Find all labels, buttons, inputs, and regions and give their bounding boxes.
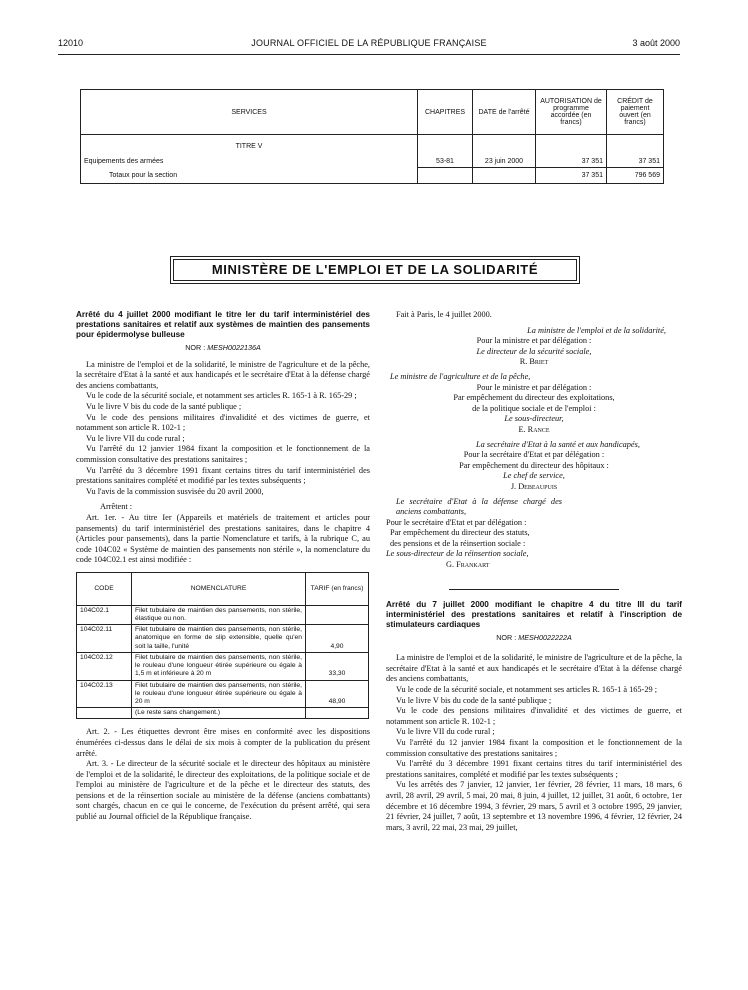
preamble-paragraph: Vu le code de la sécurité sociale, et notamment ses articles R. 165-1 à R. 165-29 ; (86, 391, 357, 401)
row-date (473, 167, 536, 184)
services-col-header: SERVICES (81, 90, 418, 135)
signature-line: Pour la secrétaire d'Etat et par délégation : (463, 450, 605, 460)
page-number: 12010 (58, 38, 84, 48)
preamble-paragraph: Vu le livre VII du code rural ; (396, 727, 495, 737)
article-1: Art. 1er. - Au titre Ier (Appareils et matériels de traitement et articles pour pansements) du tarif interministériel des prestations sanitaires, dans le chapitre 4 (Articles pour pansements), dans la partie Nomenclature et tarifs, à la rubrique C, au code 104C02 « Système de maintien des pansements non stérile », la nomenclature du code 104C02.1 est ainsi modifiée : (76, 512, 370, 565)
signature-line: Le sous-directeur de la réinsertion sociale, (386, 549, 529, 559)
signature-role: La secrétaire d'Etat à la santé et aux handicapés, (476, 439, 640, 449)
row-autorisation: 37 351 (536, 135, 607, 168)
row-chapitre: 53-81 (418, 135, 473, 168)
ministry-title: MINISTÈRE DE L'EMPLOI ET DE LA SOLIDARITÉ (173, 259, 577, 281)
nom-text: Filet tubulaire de maintien des pansements, non stérile, le rouleau d'une longueur étirée supérieure ou égale à 1,5 m et inférieure à 20 m (132, 652, 306, 680)
row-autorisation: 37 351 (536, 167, 607, 184)
preamble-paragraph: Vu le code des pensions militaires d'invalidité et des victimes de guerre, et notamment son article R. 102-1 ; (386, 706, 682, 726)
nom-tarif (306, 708, 369, 719)
autorisation-col-header: AUTORISATION de programme accordée (en francs) (536, 90, 607, 135)
signature-line: Pour le ministre et par délégation : (476, 382, 592, 392)
signature-line: Par empêchement du directeur des statuts, (390, 528, 530, 538)
nom-code: 104C02.13 (77, 680, 132, 708)
preamble-paragraph: Vu l'arrêté du 3 décembre 1991 fixant certains titres du tarif interministériel des prestations sanitaires, complété et modifié par les textes subséquents ; (386, 759, 682, 779)
signature-line: de la politique sociale et de l'emploi : (472, 403, 596, 413)
preamble-paragraph: La ministre de l'emploi et de la solidarité, le ministre de l'agriculture et de la pêche, la secrétaire d'Etat à la santé et aux handicapés et le secrétaire d'Etat à la défense chargé des anciens combattants, (386, 653, 682, 684)
signatory-name: G. Frankart (446, 560, 490, 570)
article-3: Art. 3. - Le directeur de la sécurité sociale et le directeur des hôpitaux au ministère de l'emploi et de la solidarité, le directeur des exploitations, de la politique sociale et de l'emploi au ministère de l'agriculture et de la pêche et le directeur des statuts, des pensions et de la réinsertion sociale au ministère de la défense (anciens combattants) sont chargés, chacun en ce qui le concerne, de l'exécution du présent arrêté, qui sera publié au Journal officiel de la République française. (76, 759, 370, 822)
signatory-name: R. Briet (519, 357, 549, 367)
preamble-paragraph: Vu l'arrêté du 12 janvier 1984 fixant la composition et le fonctionnement de la commission consultative des prestations sanitaires ; (386, 738, 682, 758)
signature-role: La ministre de l'emploi et de la solidarité, (527, 325, 666, 335)
nom-tarif (306, 605, 369, 624)
nom-text: Filet tubulaire de maintien des pansements, non stérile, anatomique en forme de slip extensible, quelle qu'en soit la taille, l'unité (132, 625, 306, 653)
preamble-paragraph: Vu l'arrêté du 3 décembre 1991 fixant certains titres du tarif interministériel des prestations sanitaires complété et modifié par les textes subséquents ; (76, 465, 370, 486)
row-label: Equipements des armées (84, 158, 164, 165)
right-column (386, 310, 682, 833)
table-row (77, 605, 369, 624)
signatory-name: J. Debeaupuis (510, 481, 558, 491)
services-table (80, 89, 664, 184)
preamble-paragraph: Vu le code des pensions militaires d'invalidité et des victimes de guerre, et notamment son article R. 102-1 ; (76, 412, 370, 433)
table-row (81, 167, 664, 184)
signature-role: Le ministre de l'agriculture et de la pêche, (390, 371, 531, 381)
date-col-header: DATE de l'arrêté (473, 90, 536, 135)
preamble-paragraph: Vu le livre V bis du code de la santé publique ; (86, 401, 242, 411)
preamble-paragraph: Vu le code de la sécurité sociale, et notamment ses articles R. 165-1 à 165-29 ; (396, 685, 657, 695)
signature-role: Le secrétaire d'Etat à la défense chargé des anciens combattants, (396, 496, 562, 517)
signature-block (386, 497, 682, 571)
table-row (77, 708, 369, 719)
nomenclature-table (76, 572, 369, 719)
signature-line: Par empêchement du directeur des exploitations, (453, 393, 615, 403)
nom-text: (Le reste sans changement.) (132, 708, 306, 719)
row-date: 23 juin 2000 (473, 135, 536, 168)
signature-line: Pour la ministre et par délégation : (476, 336, 592, 346)
nor-code: MESH0022222A (518, 632, 572, 642)
page-header (58, 38, 680, 52)
fait-a-paris: Fait à Paris, le 4 juillet 2000. (396, 310, 492, 319)
table-row (77, 652, 369, 680)
decree-title: Arrêté du 4 juillet 2000 modifiant le titre Ier du tarif interministériel des prestations sanitaires et relatif aux systèmes de maintien des pansements pour épidermolyse bulleuse (76, 310, 370, 339)
nom-tarif: 4,90 (306, 625, 369, 653)
table-row (81, 135, 664, 168)
page-date: 3 août 2000 (632, 38, 680, 48)
row-label: Totaux pour la section (81, 167, 418, 184)
nor-label: NOR : (185, 343, 206, 352)
tarif-col-header: TARIF (en francs) (306, 572, 369, 605)
table-row (77, 680, 369, 708)
nomenclature-header-row (77, 572, 369, 605)
nor-reference-2 (386, 633, 682, 644)
arretent: Arrêtent : (100, 502, 133, 512)
nomenclature-col-header: NOMENCLATURE (132, 572, 306, 605)
signature-block (386, 326, 682, 368)
code-col-header: CODE (77, 572, 132, 605)
row-credit: 37 351 (607, 135, 664, 168)
nom-code (77, 708, 132, 719)
signatory-name: E. Rance (518, 424, 550, 434)
row-credit: 796 569 (607, 167, 664, 184)
nom-tarif: 33,30 (306, 652, 369, 680)
signature-block (386, 372, 682, 436)
preamble-paragraph: Vu le livre V bis du code de la santé publique ; (396, 695, 552, 705)
left-column (76, 310, 370, 823)
nom-text: Filet tubulaire de maintien des pansements, non stérile, élastique ou non. (132, 605, 306, 624)
titre-label: TITRE V (235, 143, 263, 150)
preamble-paragraph: Vu l'avis de la commission susvisée du 20 avril 2000, (86, 486, 264, 496)
signature-block (386, 440, 682, 493)
nom-code: 104C02.1 (77, 605, 132, 624)
signature-line: Le chef de service, (503, 471, 565, 481)
nor-reference (76, 343, 370, 354)
preamble-paragraph: Vu l'arrêté du 12 janvier 1984 fixant la composition et le fonctionnement de la commission consultative des prestations sanitaires ; (76, 444, 370, 464)
nor-label: NOR : (496, 632, 517, 642)
decree-title-2: Arrêté du 7 juillet 2000 modifiant le chapitre 4 du titre III du tarif interministériel des prestations sanitaires et relatif à l'inscription de stimulateurs cardiaques (386, 599, 682, 629)
journal-title: JOURNAL OFFICIEL DE LA RÉPUBLIQUE FRANÇAISE (251, 38, 487, 48)
nom-code: 104C02.11 (77, 625, 132, 653)
section-divider (449, 589, 619, 590)
article-2: Art. 2. - Les étiquettes devront être mises en conformité avec les dispositions énumérées ci-dessus dans le délai de six mois à compter de la publication du présent arrêté. (76, 727, 370, 758)
table-row (77, 625, 369, 653)
preamble-paragraph: Vu les arrêtés des 7 janvier, 12 janvier, 1er février, 28 février, 11 mars, 18 mars, 6 avril, 28 avril, 29 avril, 5 mai, 20 mai, 8 juin, 4 juillet, 12 juillet, 31 août, 6 octobre, 1er décembre et 16 décembre 1994, 3 février, 29 mars, 5 avril et 3 octobre 1995, 29 janvier, 21 février, 24 juillet, 7 août, 13 septembre et 13 novembre 1996, 4 février, 12 février, 24 mars, 3 avril, 22 mai, 23 mai, 29 juillet, (386, 780, 682, 832)
signature-line: Pour le secrétaire d'Etat et par délégation : (386, 517, 527, 527)
services-header-row (81, 90, 664, 135)
header-rule (58, 54, 680, 55)
preamble-paragraph: La ministre de l'emploi et de la solidarité, le ministre de l'agriculture et de la pêche, la secrétaire d'Etat à la santé et aux handicapés et le secrétaire d'Etat à la défense chargé des anciens combattants, (76, 359, 370, 390)
chapitres-col-header: CHAPITRES (418, 90, 473, 135)
signature-line: Le sous-directeur, (504, 414, 564, 424)
nom-code: 104C02.12 (77, 652, 132, 680)
nor-code: MESH0022136A (207, 343, 261, 352)
nom-tarif: 48,90 (306, 680, 369, 708)
ministry-banner (170, 256, 580, 284)
preamble-paragraph: Vu le livre VII du code rural ; (86, 433, 185, 443)
nom-text: Filet tubulaire de maintien des pansements, non stérile, le rouleau d'une longueur étirée supérieure ou égale à 20 m (132, 680, 306, 708)
row-chapitre (418, 167, 473, 184)
signature-line: Par empêchement du directeur des hôpitaux : (459, 460, 609, 470)
signature-line: des pensions et de la réinsertion sociale : (390, 538, 526, 548)
signature-line: Le directeur de la sécurité sociale, (476, 346, 592, 356)
credit-col-header: CRÉDIT de paiement ouvert (en francs) (607, 90, 664, 135)
